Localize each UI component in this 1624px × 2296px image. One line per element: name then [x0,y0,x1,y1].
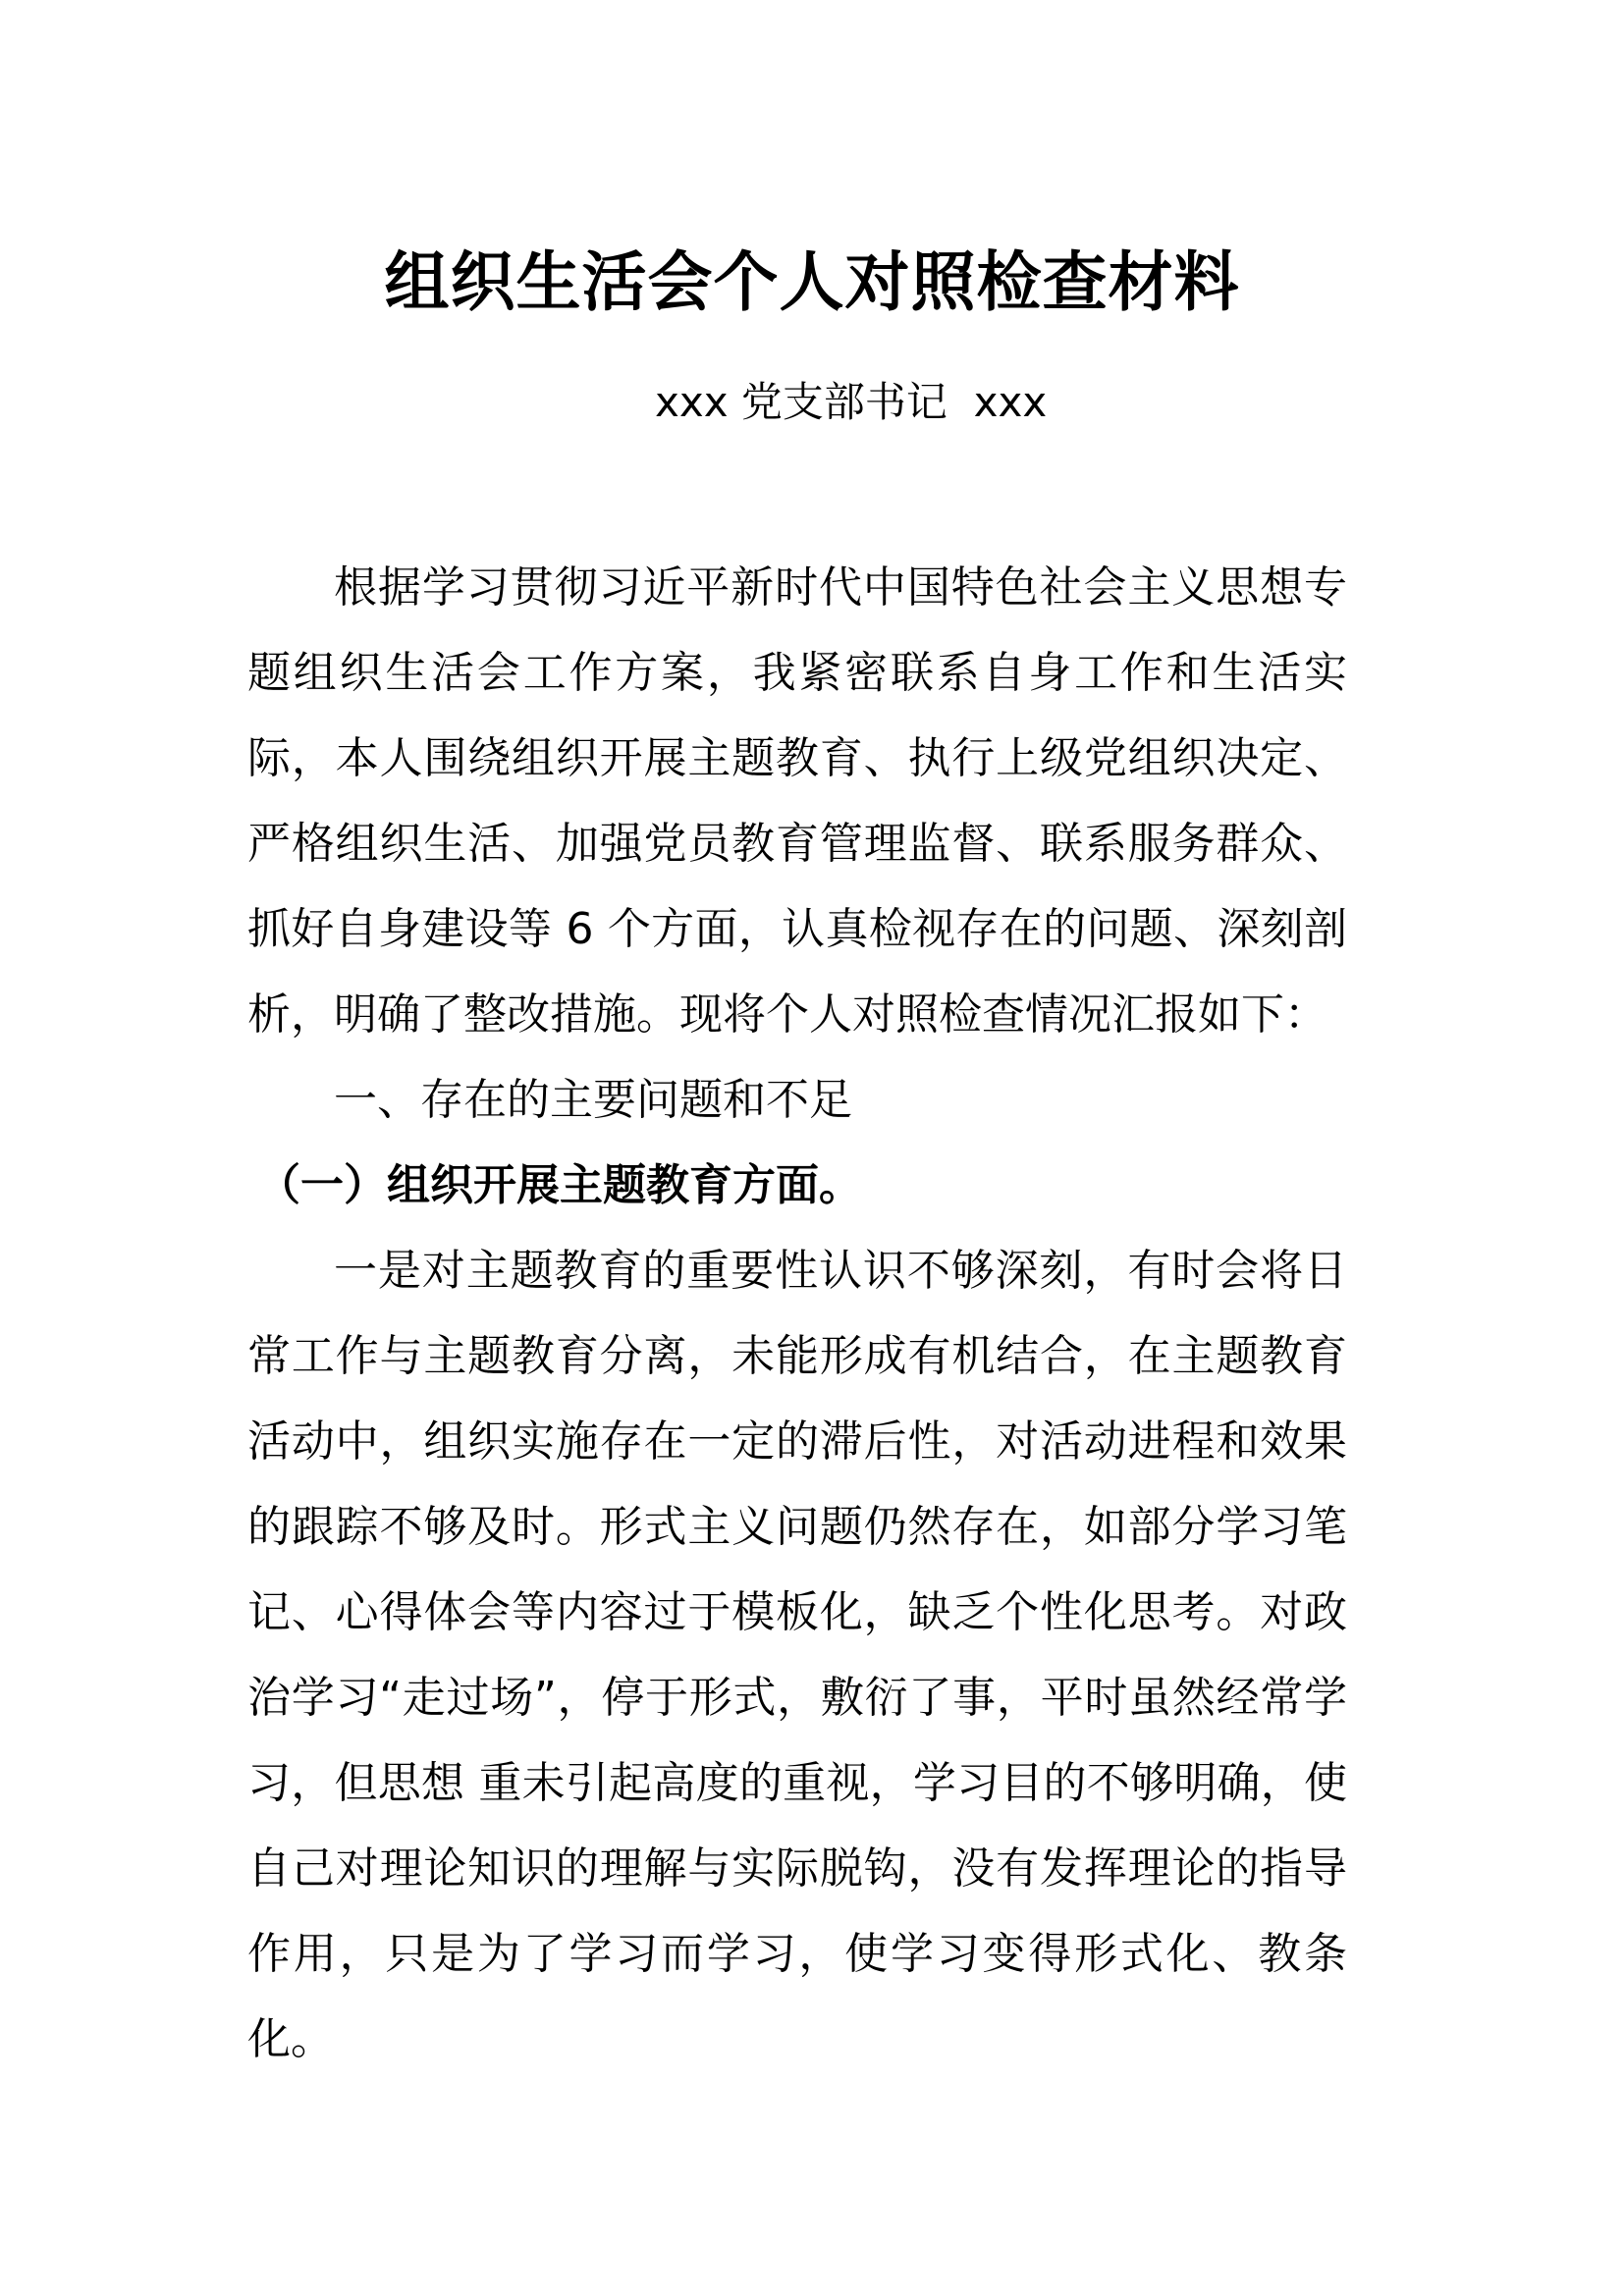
document-title: 组织生活会个人对照检查材料 [384,244,1240,320]
section-heading: 一、存在的主要问题和不足 [334,1075,852,1125]
document-author: xxx 党支部书记 xxx [655,378,1048,426]
subsection-heading: （一）组织开展主题教育方面。 [257,1160,862,1210]
intro-paragraph: 根据学习贯彻习近平新时代中国特色社会主义思想专题组织生活会工作方案，我紧密联系自身工作和生活实际，本人围绕组织开展主题教育、执行上级党组织决定、严格组织生活、加强党员教育管理监督、联系服务群众、抓好自身建设等 6 个方面，认真检视存在的问题、深刻剖析，明确了整改措施。现将个人对照检查情况汇报如下： [247,562,1347,1040]
body-paragraph: 一是对主题教育的重要性认识不够深刻，有时会将日常工作与主题教育分离，未能形成有机结合，在主题教育活动中，组织实施存在一定的滞后性，对活动进程和效果的跟踪不够及时。形式主义问题仍然存在，如部分学习笔记、心得体会等内容过于模板化，缺乏个性化思考。对政治学习“走过场”，停于形式，敷衍了事，平时虽然经常学习，但思想 重未引起高度的重视，学习目的不够明确，使自己对理论知识的理解与实际脱钩，没有发挥理论的指导作用，只是为了学习而学习，使学习变得形式化、教条化。 [247,1246,1347,2064]
document-body [247,545,1347,2082]
